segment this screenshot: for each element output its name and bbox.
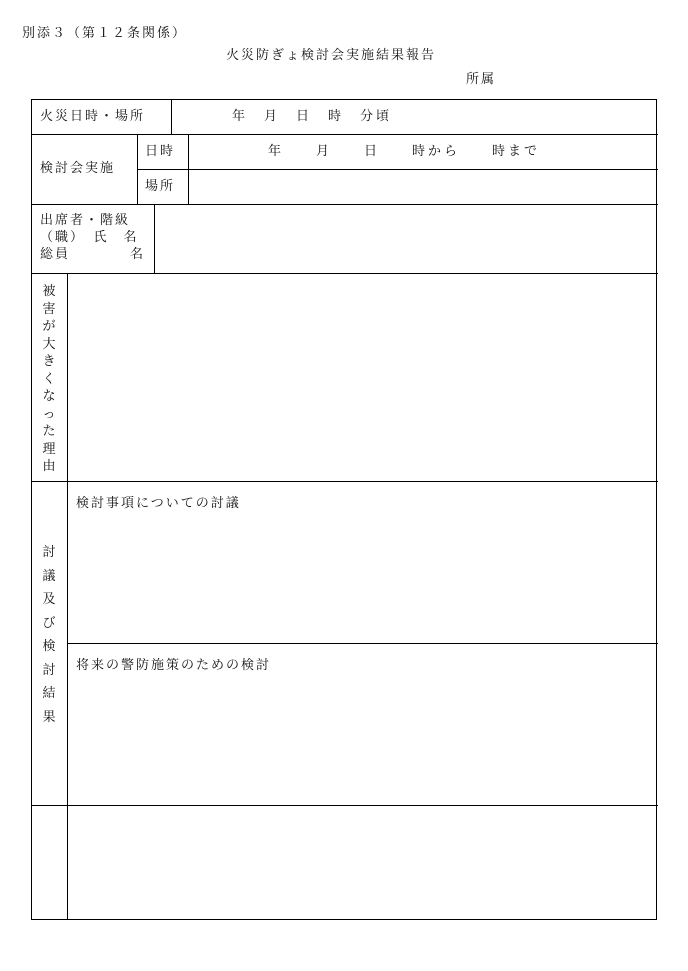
- meeting-label: 検討会実施: [40, 161, 116, 176]
- row-divider: [137, 169, 658, 170]
- attendees-label-line2: （職） 氏 名: [40, 230, 139, 245]
- meeting-place-label: 場所: [145, 179, 176, 194]
- column-divider: [154, 204, 155, 273]
- report-form: [31, 99, 657, 920]
- row-divider: [32, 204, 658, 205]
- discussion-topic-label: 検討事項についての討議: [76, 496, 241, 511]
- row-divider: [32, 134, 658, 135]
- fire-datetime-place-label: 火災日時・場所: [40, 109, 146, 124]
- row-divider: [32, 805, 658, 806]
- meeting-date-label: 日時: [145, 144, 176, 159]
- attachment-label: 別添３（第１２条関係）: [22, 26, 188, 41]
- row-divider: [32, 481, 658, 482]
- row-divider: [67, 643, 658, 644]
- attendees-label-line1: 出席者・階級: [40, 213, 131, 228]
- column-divider: [137, 134, 138, 204]
- affiliation-label: 所属: [466, 72, 497, 87]
- attendees-label-line3: 総員 名: [40, 247, 146, 262]
- future-measures-label: 将来の警防施策のための検討: [76, 658, 272, 673]
- meeting-date-value[interactable]: 年 月 日 時から 時まで: [268, 144, 541, 159]
- column-divider: [171, 100, 172, 134]
- document-title: 火災防ぎょ検討会実施結果報告: [226, 48, 437, 63]
- fire-datetime-value[interactable]: 年 月 日 時 分頃: [232, 109, 393, 124]
- damage-reason-label: 被 害 が 大 き く な っ た 理 由: [42, 284, 56, 474]
- row-divider: [32, 273, 658, 274]
- column-divider: [188, 134, 189, 204]
- column-divider: [67, 273, 68, 919]
- discussion-result-label: 討 議 及 び 検 討 結 果: [42, 545, 56, 725]
